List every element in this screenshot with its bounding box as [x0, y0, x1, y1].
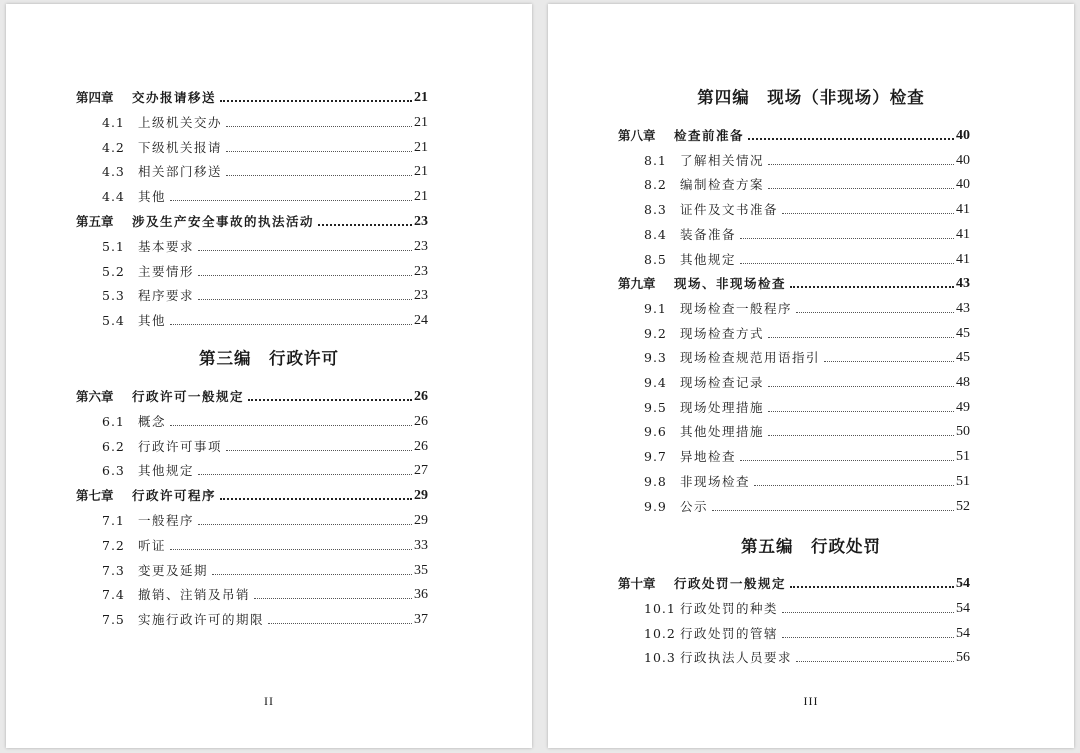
toc-entry-label: [102, 612, 264, 628]
toc-entry-title: 现场检查一般程序: [680, 300, 793, 316]
toc-entry-label: [102, 140, 222, 156]
toc-section-entry: [102, 284, 428, 304]
toc-entry-page: 23: [414, 263, 428, 279]
toc-section-entry: [102, 435, 428, 455]
toc-entry-page: 23: [414, 288, 428, 304]
toc-entry-number: 10.3: [644, 650, 676, 666]
toc-entry-title: 其他规定: [680, 251, 737, 267]
toc-section-entry: [644, 198, 970, 218]
toc-entry-title: 涉及生产安全事故的执法活动: [132, 214, 315, 229]
toc-entry-number: 7.2: [102, 537, 125, 553]
toc-entry-page: 54: [956, 625, 970, 641]
toc-entry-label: [644, 626, 778, 642]
toc-section-entry: [644, 470, 970, 490]
dot-leader: [796, 661, 954, 662]
toc-entry-label: [102, 239, 194, 255]
toc-entry-number: 8.4: [644, 226, 667, 242]
dot-leader: [768, 411, 954, 412]
toc-section-entry: [644, 622, 970, 642]
toc-entry-number: 第九章: [618, 276, 656, 292]
toc-entry-page: 40: [956, 177, 970, 193]
toc-entry-number: 9.6: [644, 424, 667, 440]
toc-entry-number: 5.1: [102, 238, 125, 254]
toc-entry-number: 第八章: [618, 128, 656, 143]
toc-entry-label: [102, 439, 222, 455]
toc-chapter-entry: [618, 272, 970, 292]
toc-entry-title: 检查前准备: [674, 128, 745, 143]
toc-section-entry: [102, 309, 428, 329]
toc-entry-number: 7.3: [102, 562, 125, 578]
toc-entry-title: 现场检查方式: [680, 325, 765, 341]
toc-entry-number: 8.2: [644, 177, 667, 193]
toc-entry-page: 45: [956, 350, 970, 366]
toc-section-entry: [102, 459, 428, 479]
dot-leader: [754, 485, 954, 486]
toc-section-entry: [644, 445, 970, 465]
toc-entry-label: [644, 499, 708, 515]
toc-entry-page: 45: [956, 325, 970, 341]
toc-entry-number: 9.5: [644, 399, 667, 415]
toc-entry-label: [644, 375, 764, 391]
toc-entry-page: 54: [956, 600, 970, 616]
toc-entry-label: [618, 576, 786, 592]
toc-chapter-entry: [76, 86, 428, 106]
part-heading-5: 第五编 行政处罚: [741, 537, 881, 556]
toc-section-entry: [102, 583, 428, 603]
toc-entry-number: 第六章: [76, 389, 114, 404]
toc-entry-page: 41: [956, 226, 970, 242]
toc-entry-label: [102, 463, 194, 479]
toc-entry-title: 其他: [138, 189, 167, 205]
dot-leader: [198, 474, 412, 475]
toc-entry-number: 5.2: [102, 263, 125, 279]
toc-entry-title: 异地检查: [680, 449, 737, 465]
dot-leader: [170, 425, 412, 426]
toc-entry-title: 装备准备: [680, 226, 737, 242]
toc-chapter-entry: [76, 484, 428, 504]
toc-entry-page: 26: [414, 389, 428, 404]
toc-entry-page: 21: [414, 114, 428, 130]
toc-entry-title: 了解相关情况: [680, 152, 765, 168]
toc-entry-page: 56: [956, 650, 970, 666]
toc-entry-number: 10.2: [644, 625, 676, 641]
toc-page-left: [6, 4, 532, 748]
toc-entry-page: 41: [956, 202, 970, 218]
toc-section-entry: [102, 410, 428, 430]
toc-entry-label: [102, 538, 166, 554]
toc-entry-number: 9.9: [644, 498, 667, 514]
toc-entry-page: 52: [956, 498, 970, 514]
toc-entry-number: 6.2: [102, 438, 125, 454]
toc-entry-page: 37: [414, 612, 428, 628]
toc-entry-label: [644, 449, 736, 465]
toc-entry-title: 主要情形: [138, 263, 195, 279]
toc-entry-label: [644, 227, 736, 243]
toc-entry-label: [644, 350, 820, 366]
toc-section-entry: [644, 371, 970, 391]
toc-entry-page: 50: [956, 424, 970, 440]
toc-section-entry: [644, 223, 970, 243]
dot-leader: [790, 286, 954, 288]
dot-leader: [198, 250, 412, 251]
toc-entry-label: [76, 389, 244, 405]
dot-leader: [740, 238, 954, 239]
toc-entry-title: 一般程序: [138, 513, 195, 528]
toc-section-entry: [644, 346, 970, 366]
toc-entry-number: 9.7: [644, 449, 667, 465]
toc-section-entry: [644, 297, 970, 317]
toc-entry-page: 54: [956, 576, 970, 591]
toc-entry-label: [644, 202, 778, 218]
toc-section-entry: [102, 534, 428, 554]
toc-entry-number: 10.1: [644, 600, 676, 616]
toc-entry-label: [102, 513, 194, 529]
toc-entry-page: 29: [414, 488, 428, 504]
toc-entry-page: 26: [414, 438, 428, 454]
toc-entry-page: 33: [414, 537, 428, 553]
dot-leader: [318, 224, 412, 226]
toc-entry-number: 7.4: [102, 587, 125, 603]
toc-entry-page: 21: [414, 90, 428, 105]
toc-entry-number: 6.3: [102, 463, 125, 479]
toc-section-entry: [644, 495, 970, 515]
toc-section-entry: [102, 185, 428, 205]
dot-leader: [170, 549, 412, 550]
toc-entry-number: 7.5: [102, 612, 125, 628]
dot-leader: [768, 386, 954, 387]
dot-leader: [712, 510, 954, 511]
toc-chapter-entry: [618, 572, 970, 592]
toc-entry-title: 证件及文书准备: [680, 202, 779, 218]
toc-section-entry: [102, 136, 428, 156]
toc-section-entry: [102, 608, 428, 628]
toc-entry-label: [76, 90, 216, 106]
toc-entry-page: 51: [956, 449, 970, 465]
dot-leader: [226, 126, 412, 127]
dot-leader: [268, 623, 412, 624]
toc-section-entry: [644, 597, 970, 617]
toc-entry-label: [102, 189, 166, 205]
toc-entry-page: 43: [956, 300, 970, 316]
toc-entry-title: 行政执法人员要求: [680, 650, 793, 666]
toc-entry-number: 6.1: [102, 413, 125, 429]
dot-leader: [768, 164, 954, 165]
toc-section-entry: [102, 111, 428, 131]
toc-entry-title: 现场检查记录: [680, 375, 765, 390]
dot-leader: [782, 612, 954, 613]
toc-section-entry: [102, 260, 428, 280]
toc-entry-label: [102, 164, 222, 180]
toc-entry-title: 变更及延期: [138, 562, 209, 578]
dot-leader: [198, 275, 412, 276]
toc-entry-page: 27: [414, 463, 428, 479]
toc-section-entry: [644, 322, 970, 342]
toc-entry-title: 行政处罚的管辖: [680, 625, 779, 641]
dot-leader: [220, 498, 412, 500]
dot-leader: [220, 100, 412, 102]
toc-entry-label: [102, 587, 250, 603]
toc-entry-label: [644, 474, 750, 490]
toc-entry-number: 8.5: [644, 251, 667, 267]
toc-entry-title: 行政处罚一般规定: [674, 576, 787, 591]
toc-chapter-entry: [618, 124, 970, 144]
toc-entry-label: [644, 650, 792, 666]
toc-entry-page: 40: [956, 152, 970, 168]
toc-entry-page: 48: [956, 375, 970, 390]
toc-chapter-entry: [76, 210, 428, 230]
dot-leader: [254, 598, 412, 599]
toc-entry-number: 5.4: [102, 313, 125, 329]
toc-entry-label: [644, 326, 764, 342]
dot-leader: [212, 574, 412, 575]
dot-leader: [768, 435, 954, 436]
toc-entry-number: 4.2: [102, 139, 125, 155]
toc-page-right: [548, 4, 1074, 748]
part-heading-4: 第四编 现场（非现场）检查: [697, 88, 925, 107]
toc-entry-title: 下级机关报请: [138, 139, 223, 155]
toc-entry-number: 9.2: [644, 325, 667, 341]
toc-entry-title: 撤销、注销及吊销: [138, 587, 251, 603]
toc-entry-label: [644, 424, 764, 440]
dot-leader: [768, 337, 954, 338]
toc-entry-label: [618, 276, 786, 292]
toc-section-entry: [644, 646, 970, 666]
toc-entry-title: 现场处理措施: [680, 399, 765, 415]
toc-entry-title: 相关部门移送: [138, 164, 223, 180]
dot-leader: [768, 188, 954, 189]
toc-entry-title: 其他处理措施: [680, 424, 765, 440]
toc-entry-title: 公示: [680, 498, 709, 514]
toc-entry-title: 其他: [138, 313, 167, 329]
toc-entry-label: [102, 264, 194, 280]
toc-entry-label: [76, 488, 216, 504]
toc-entry-label: [102, 563, 208, 579]
toc-entry-number: 8.3: [644, 202, 667, 218]
dot-leader: [198, 299, 412, 300]
toc-entry-page: 21: [414, 164, 428, 180]
toc-entry-page: 21: [414, 189, 428, 205]
toc-section-entry: [102, 559, 428, 579]
dot-leader: [198, 524, 412, 525]
toc-entry-number: 9.3: [644, 350, 667, 366]
dot-leader: [796, 312, 954, 313]
toc-entry-number: 9.8: [644, 473, 667, 489]
dot-leader: [782, 213, 954, 214]
toc-entry-label: [644, 153, 764, 169]
toc-entry-label: [102, 414, 166, 430]
dot-leader: [170, 324, 412, 325]
toc-entry-number: 9.1: [644, 300, 667, 316]
toc-entry-title: 现场、非现场检查: [674, 276, 787, 292]
dot-leader: [170, 200, 412, 201]
toc-section-entry: [102, 509, 428, 529]
toc-entry-number: 4.1: [102, 114, 125, 130]
toc-entry-number: 9.4: [644, 375, 667, 390]
toc-entry-title: 行政处罚的种类: [680, 600, 779, 616]
toc-entry-page: 51: [956, 473, 970, 489]
dot-leader: [248, 399, 412, 401]
toc-entry-number: 7.1: [102, 513, 125, 528]
toc-entry-number: 第七章: [76, 488, 114, 504]
toc-section-entry: [102, 160, 428, 180]
toc-entry-page: 43: [956, 276, 970, 292]
toc-entry-title: 编制检查方案: [680, 177, 765, 193]
toc-section-entry: [644, 248, 970, 268]
toc-entry-title: 行政许可一般规定: [132, 389, 245, 404]
toc-entry-page: 29: [414, 513, 428, 528]
toc-entry-title: 基本要求: [138, 238, 195, 254]
dot-leader: [226, 175, 412, 176]
toc-section-entry: [644, 173, 970, 193]
part-heading-3: 第三编 行政许可: [199, 349, 339, 368]
toc-entry-label: [102, 313, 166, 329]
toc-entry-title: 非现场检查: [680, 473, 751, 489]
toc-entry-label: [102, 288, 194, 304]
toc-section-entry: [102, 235, 428, 255]
toc-entry-label: [644, 301, 792, 317]
toc-entry-number: 8.1: [644, 152, 667, 168]
toc-entry-label: [102, 115, 222, 131]
toc-entry-page: 23: [414, 238, 428, 254]
toc-entry-number: 第四章: [76, 90, 114, 105]
toc-entry-page: 41: [956, 251, 970, 267]
toc-entry-label: [618, 128, 744, 144]
toc-entry-title: 现场检查规范用语指引: [680, 350, 821, 366]
toc-entry-title: 程序要求: [138, 288, 195, 304]
toc-entry-number: 第五章: [76, 214, 114, 229]
toc-entry-label: [644, 177, 764, 193]
toc-entry-title: 实施行政许可的期限: [138, 612, 265, 628]
toc-entry-number: 4.4: [102, 189, 125, 205]
toc-entry-title: 行政许可事项: [138, 438, 223, 454]
toc-entry-page: 40: [956, 128, 970, 143]
dot-leader: [782, 637, 954, 638]
dot-leader: [226, 151, 412, 152]
page-number-left: II: [264, 694, 274, 708]
toc-entry-number: 4.3: [102, 164, 125, 180]
toc-entry-label: [644, 400, 764, 416]
toc-section-entry: [644, 396, 970, 416]
toc-entry-page: 24: [414, 313, 428, 329]
toc-entry-title: 听证: [138, 537, 167, 553]
toc-entry-page: 35: [414, 562, 428, 578]
dot-leader: [226, 450, 412, 451]
page-number-right: III: [803, 694, 819, 708]
toc-entry-page: 26: [414, 413, 428, 429]
toc-entry-page: 36: [414, 587, 428, 603]
toc-entry-page: 49: [956, 399, 970, 415]
toc-entry-page: 23: [414, 214, 428, 229]
toc-chapter-entry: [76, 385, 428, 405]
toc-entry-title: 交办报请移送: [132, 90, 217, 105]
dot-leader: [740, 263, 954, 264]
dot-leader: [790, 586, 954, 588]
toc-entry-page: 21: [414, 139, 428, 155]
toc-section-entry: [644, 149, 970, 169]
toc-entry-label: [76, 214, 314, 230]
toc-entry-title: 其他规定: [138, 463, 195, 479]
toc-section-entry: [644, 420, 970, 440]
toc-entry-number: 第十章: [618, 576, 656, 591]
toc-entry-title: 上级机关交办: [138, 114, 223, 130]
toc-entry-label: [644, 601, 778, 617]
toc-entry-title: 行政许可程序: [132, 488, 217, 504]
toc-entry-title: 概念: [138, 413, 167, 429]
dot-leader: [824, 361, 954, 362]
dot-leader: [740, 460, 954, 461]
dot-leader: [748, 138, 954, 140]
toc-entry-number: 5.3: [102, 288, 125, 304]
toc-entry-label: [644, 252, 736, 268]
